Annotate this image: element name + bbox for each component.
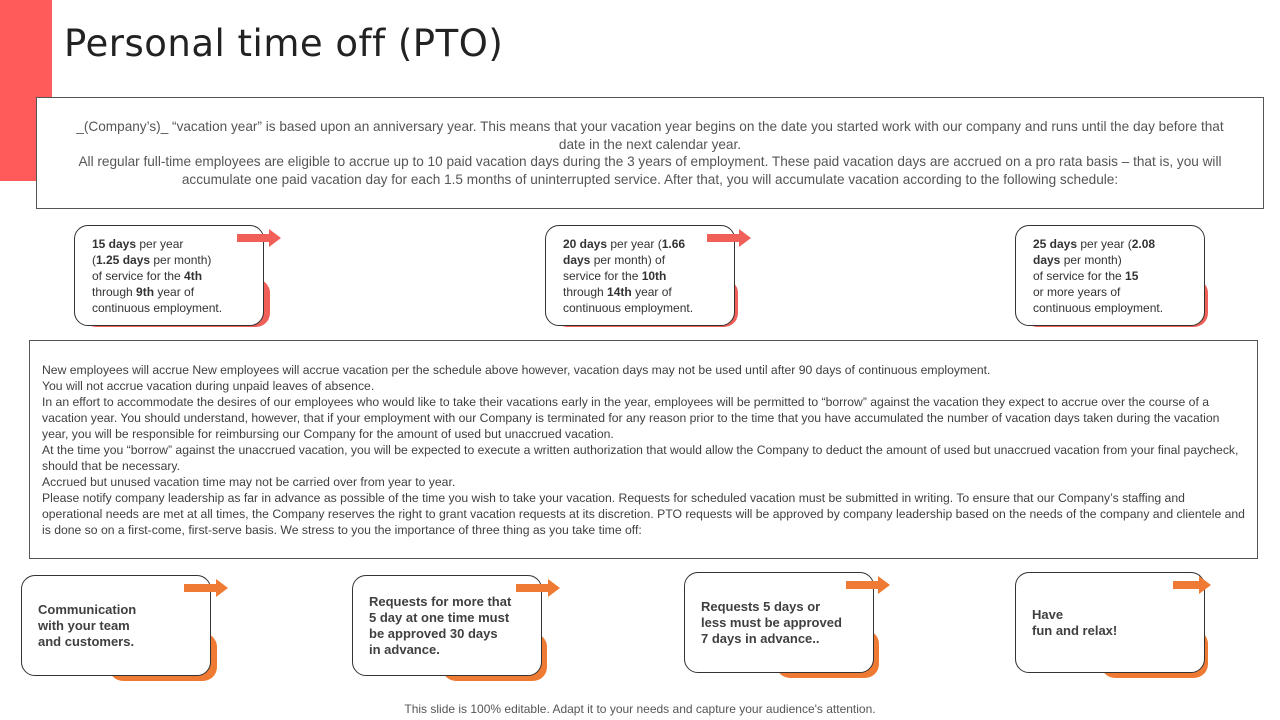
schedule-line: of service for the 4th bbox=[92, 269, 203, 283]
intro-paragraph-2: All regular full-time employees are eligible to accrue up to 10 paid vacation days during the 3 years of employment. These paid vacation days are accrued on a pro rata basis – that is, you will accumulate one paid vacation day for each 1.5 months of uninterrupted service. After that, you will accumulate vacation according to the following schedule: bbox=[78, 154, 1222, 187]
schedule-line: days per month) of bbox=[563, 253, 666, 267]
intro-paragraph-1: _(Company’s)_ “vacation year” is based upon an anniversary year. This means that your vacation year begins on the date you started work with our company and runs until the day before that date in the next calendar year. bbox=[76, 119, 1224, 152]
policy-box bbox=[29, 340, 1258, 559]
schedule-line: continuous employment. bbox=[1033, 301, 1164, 315]
schedule-line: 20 days per year (1.66 bbox=[563, 237, 686, 251]
schedule-line: 15 days per year bbox=[92, 237, 184, 251]
policy-paragraph: You will not accrue vacation during unpaid leaves of absence. bbox=[42, 379, 375, 393]
schedule-line: through 9th year of bbox=[92, 285, 195, 299]
schedule-line: 25 days per year (2.08 bbox=[1033, 237, 1156, 251]
policy-paragraph: Accrued but unused vacation time may not be carried over from year to year. bbox=[42, 475, 456, 489]
schedule-line: continuous employment. bbox=[92, 301, 223, 315]
schedule-line: service for the 10th bbox=[563, 269, 667, 283]
policy-paragraph: In an effort to accommodate the desires of our employees who would like to take their vacations early in the year, employees will be permitted to “borrow” against the vacation they expect to accrue over the course of a vacation year. You should understand, however, that if your employment with our Company is terminated for any reason prior to the time that you have accumulated the number of vacation days taken during the vacation year, you will be responsible for reimbursing our Company for the amount of used but unaccrued vacation. bbox=[42, 395, 1220, 441]
footer-note: This slide is 100% editable. Adapt it to your needs and capture your audience's attention. bbox=[404, 702, 876, 716]
schedule-line: of service for the 15 bbox=[1033, 269, 1139, 283]
arrow-right-icon bbox=[707, 229, 751, 247]
schedule-line: continuous employment. bbox=[563, 301, 694, 315]
tip-text: Communication with your team and customers. bbox=[38, 601, 137, 649]
schedule-line: (1.25 days per month) bbox=[92, 253, 212, 267]
arrow-right-icon bbox=[516, 579, 560, 597]
arrow-right-icon bbox=[237, 229, 281, 247]
intro-box bbox=[36, 97, 1264, 209]
tip-text: Requests 5 days or less must be approved 7 days in advance.. bbox=[701, 598, 842, 646]
tip-text: Requests for more that 5 day at one time must be approved 30 days in advance. bbox=[369, 593, 512, 657]
arrow-right-icon bbox=[1173, 576, 1211, 594]
schedule-line: or more years of bbox=[1033, 285, 1121, 299]
arrow-right-icon bbox=[184, 579, 228, 597]
policy-paragraph: New employees will accrue New employees will accrue vacation per the schedule above however, vacation days may not be used until after 90 days of continuous employment. bbox=[42, 363, 991, 377]
page-title: Personal time off (PTO) bbox=[64, 22, 504, 65]
tip-text: Have fun and relax! bbox=[1032, 606, 1118, 638]
policy-paragraph: Please notify company leadership as far in advance as possible of the time you wish to take your vacation. Requests for scheduled vacation must be submitted in writing. To ensure that our Company’s staffing and operational needs are met at all times, the Company reserves the right to grant vacation requests at its discretion. PTO requests will be approved by company leadership based on the needs of the company and clientele and is done so on a first-come, first-serve basis. We stress to you the importance of three thing as you take time off: bbox=[42, 491, 1245, 537]
schedule-line: through 14th year of bbox=[563, 285, 672, 299]
policy-paragraph: At the time you “borrow” against the unaccrued vacation, you will be expected to execute a written authorization that would allow the Company to deduct the amount of used but unaccrued vacation from your final paycheck, should that be necessary. bbox=[42, 443, 1239, 473]
arrow-right-icon bbox=[846, 576, 890, 594]
schedule-line: days per month) bbox=[1033, 253, 1122, 267]
